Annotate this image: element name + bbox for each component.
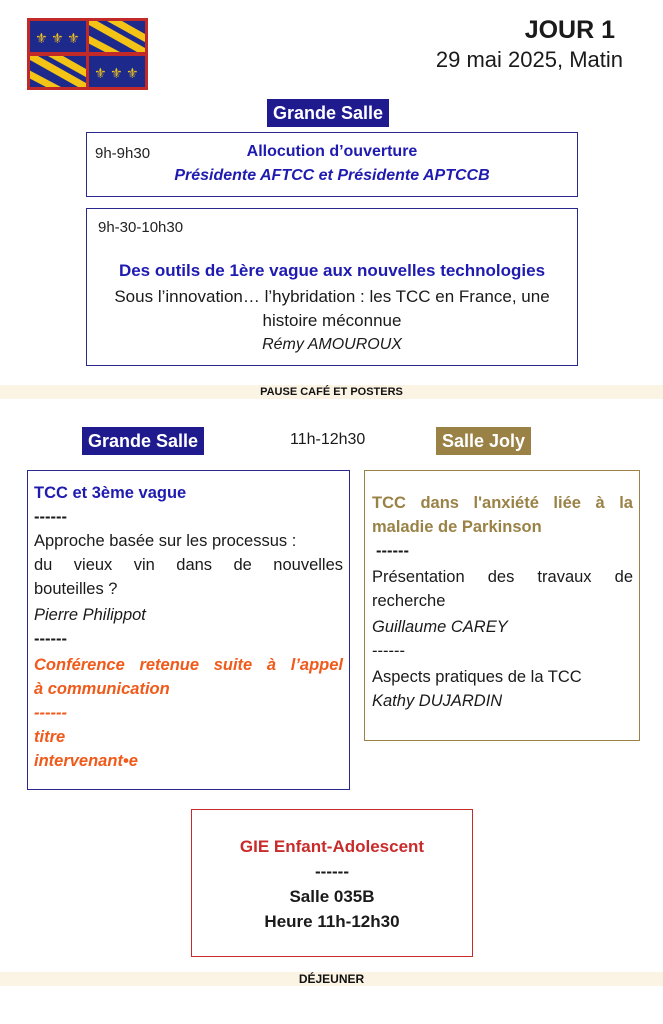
- speaker-name: Kathy DUJARDIN: [372, 692, 503, 710]
- talk-title-line3: bouteilles ?: [34, 580, 118, 598]
- room-label-grande-salle: Grande Salle: [82, 427, 204, 455]
- third-wave-session-box: [27, 470, 350, 790]
- talk-title-line2: du vieux vin dans de nouvelles: [34, 556, 343, 574]
- svg-text:⚜: ⚜: [35, 31, 48, 47]
- talk-title-line1: Sous l’innovation… l’hybridation : les TCC en France, une: [114, 287, 550, 306]
- day-date: 29 mai 2025, Matin: [435, 47, 623, 72]
- svg-text:⚜: ⚜: [51, 31, 64, 47]
- speaker-name: Guillaume CAREY: [372, 618, 508, 636]
- session-subtitle: Présidente AFTCC et Présidente APTCCB: [174, 167, 490, 184]
- call-for-papers-line1: Conférence retenue suite à l’appel: [34, 656, 343, 674]
- burgundy-flag-logo: [27, 18, 148, 90]
- session-time: 9h-9h30: [95, 145, 151, 162]
- placeholder-title: titre: [34, 728, 66, 746]
- talk-title-line2: recherche: [372, 592, 446, 610]
- talk-title-line2: histoire méconnue: [262, 311, 402, 330]
- break-label: PAUSE CAFÉ ET POSTERS: [260, 386, 403, 398]
- speaker-name: Rémy AMOUROUX: [262, 336, 402, 353]
- separator: ------: [372, 642, 405, 660]
- svg-text:⚜: ⚜: [67, 31, 80, 47]
- session-title: Des outils de 1ère vague aux nouvelles technologies: [118, 261, 546, 280]
- svg-text:⚜: ⚜: [110, 66, 123, 82]
- session-title: Allocution d’ouverture: [246, 143, 418, 160]
- gie-hour: Heure 11h-12h30: [264, 912, 400, 931]
- talk-title-line1: [34, 529, 343, 553]
- gie-title: GIE Enfant-Adolescent: [239, 837, 425, 856]
- day-title: JOUR 1: [524, 16, 615, 44]
- svg-text:⚜: ⚜: [126, 66, 139, 82]
- lunch-label: DÉJEUNER: [298, 972, 365, 986]
- session-time: 11h-12h30: [290, 431, 366, 448]
- session-title: TCC et 3ème vague: [34, 484, 187, 502]
- speaker-name: Pierre Philippot: [34, 606, 146, 624]
- call-for-papers-line2: à communication: [34, 680, 170, 698]
- session-title-line2: maladie de Parkinson: [372, 518, 542, 536]
- keynote-session-box: [86, 208, 578, 366]
- separator: ------: [34, 704, 67, 722]
- session-title-line1: TCC dans l'anxiété liée à la: [372, 494, 633, 512]
- placeholder-speaker: intervenant•e: [34, 752, 138, 770]
- session-time: 9h-30-10h30: [98, 219, 184, 236]
- separator: ------: [315, 862, 349, 881]
- talk-title: Aspects pratiques de la TCC: [372, 668, 582, 686]
- room-label-grande-salle: Grande Salle: [267, 99, 389, 127]
- separator: ------: [376, 542, 409, 560]
- svg-text:⚜: ⚜: [94, 66, 107, 82]
- gie-session-box: [191, 809, 473, 957]
- talk-title-line1: Présentation des travaux de: [372, 568, 633, 586]
- opening-session-box: [86, 132, 578, 197]
- parkinson-session-box: [364, 470, 640, 741]
- room-label-salle-joly: Salle Joly: [436, 427, 531, 455]
- gie-room: Salle 035B: [289, 887, 375, 906]
- separator: ------: [34, 630, 67, 648]
- talk-title-text: Approche basée sur les processus :: [34, 532, 297, 550]
- separator: ------: [34, 508, 67, 526]
